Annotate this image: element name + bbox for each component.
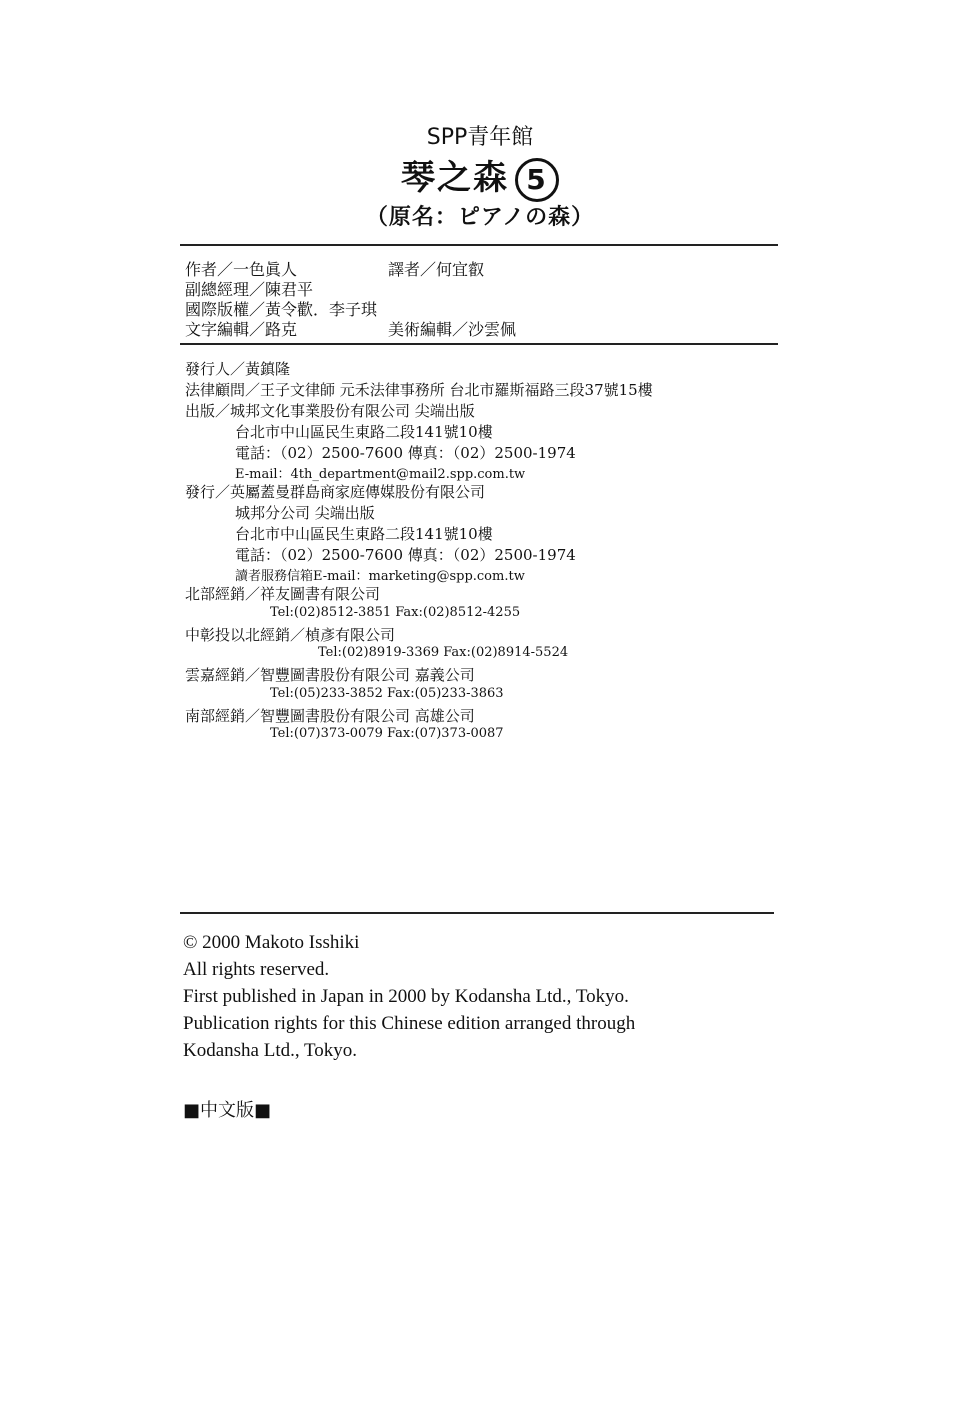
central-distributor: 中彰投以北經銷／楨彥有限公司	[185, 626, 396, 644]
publication-rights: Publication rights for this Chinese edition arranged through	[183, 1013, 636, 1034]
north-distributor-contact: Tel:(02)8512-3851 Fax:(02)8512-4255	[270, 605, 521, 620]
south-distributor: 南部經銷／智豐圖書股份有限公司 高雄公司	[185, 707, 475, 725]
chiayi-distributor: 雲嘉經銷／智豐圖書股份有限公司 嘉義公司	[185, 666, 475, 684]
distributor-phone: 電話：（02）2500-7600 傳真：（02）2500-1974	[235, 546, 576, 564]
publisher-email: E-mail：4th_department@mail2.spp.com.tw	[235, 467, 526, 482]
distributor-branch: 城邦分公司 尖端出版	[235, 504, 375, 522]
series-name: SPP青年館	[426, 125, 534, 150]
original-title: （原名：ピアノの森）	[365, 205, 595, 230]
publisher-phone: 電話：（02）2500-7600 傳真：（02）2500-1974	[235, 444, 576, 462]
first-published: First published in Japan in 2000 by Kodansha Ltd., Tokyo.	[183, 986, 629, 1007]
credit-translator: 譯者／何宜叡	[388, 260, 485, 279]
credit-author: 作者／一色眞人	[185, 260, 298, 279]
copyright-line: © 2000 Makoto Isshiki	[183, 932, 360, 953]
publisher-person: 發行人／黃鎮隆	[185, 360, 291, 378]
credit-art-editor: 美術編輯／沙雲佩	[388, 320, 517, 339]
distributor-address: 台北市中山區民生東路二段141號10樓	[235, 525, 493, 543]
divider-top	[180, 244, 778, 246]
rights-reserved: All rights reserved.	[183, 959, 330, 980]
central-distributor-contact: Tel:(02)8919-3369 Fax:(02)8914-5524	[318, 645, 569, 660]
volume-number: 5	[515, 158, 559, 202]
divider-middle	[180, 343, 778, 345]
reader-service-email: 讀者服務信箱E-mail：marketing@spp.com.tw	[235, 569, 525, 584]
chiayi-distributor-contact: Tel:(05)233-3852 Fax:(05)233-3863	[270, 686, 504, 701]
south-distributor-contact: Tel:(07)373-0079 Fax:(07)373-0087	[270, 726, 504, 741]
book-title-line	[0, 150, 960, 202]
edition-label: ■中文版■	[183, 1100, 272, 1121]
distributor: 發行／英屬蓋曼群島商家庭傳媒股份有限公司	[185, 483, 486, 501]
legal-advisor: 法律顧問／王子文律師 元禾法律事務所 台北市羅斯福路三段37號15樓	[185, 381, 653, 399]
publisher-address: 台北市中山區民生東路二段141號10樓	[235, 423, 493, 441]
credit-international-rights: 國際版權／黃令歡．李子琪	[185, 300, 378, 319]
divider-bottom	[180, 912, 774, 914]
publisher: 出版／城邦文化事業股份有限公司 尖端出版	[185, 402, 475, 420]
north-distributor: 北部經銷／祥友圖書有限公司	[185, 585, 381, 603]
credit-text-editor: 文字編輯／路克	[185, 320, 298, 339]
publication-rights-cont: Kodansha Ltd., Tokyo.	[183, 1040, 358, 1061]
book-title: 琴之森	[401, 158, 509, 198]
credit-deputy-manager: 副總經理／陳君平	[185, 280, 314, 299]
